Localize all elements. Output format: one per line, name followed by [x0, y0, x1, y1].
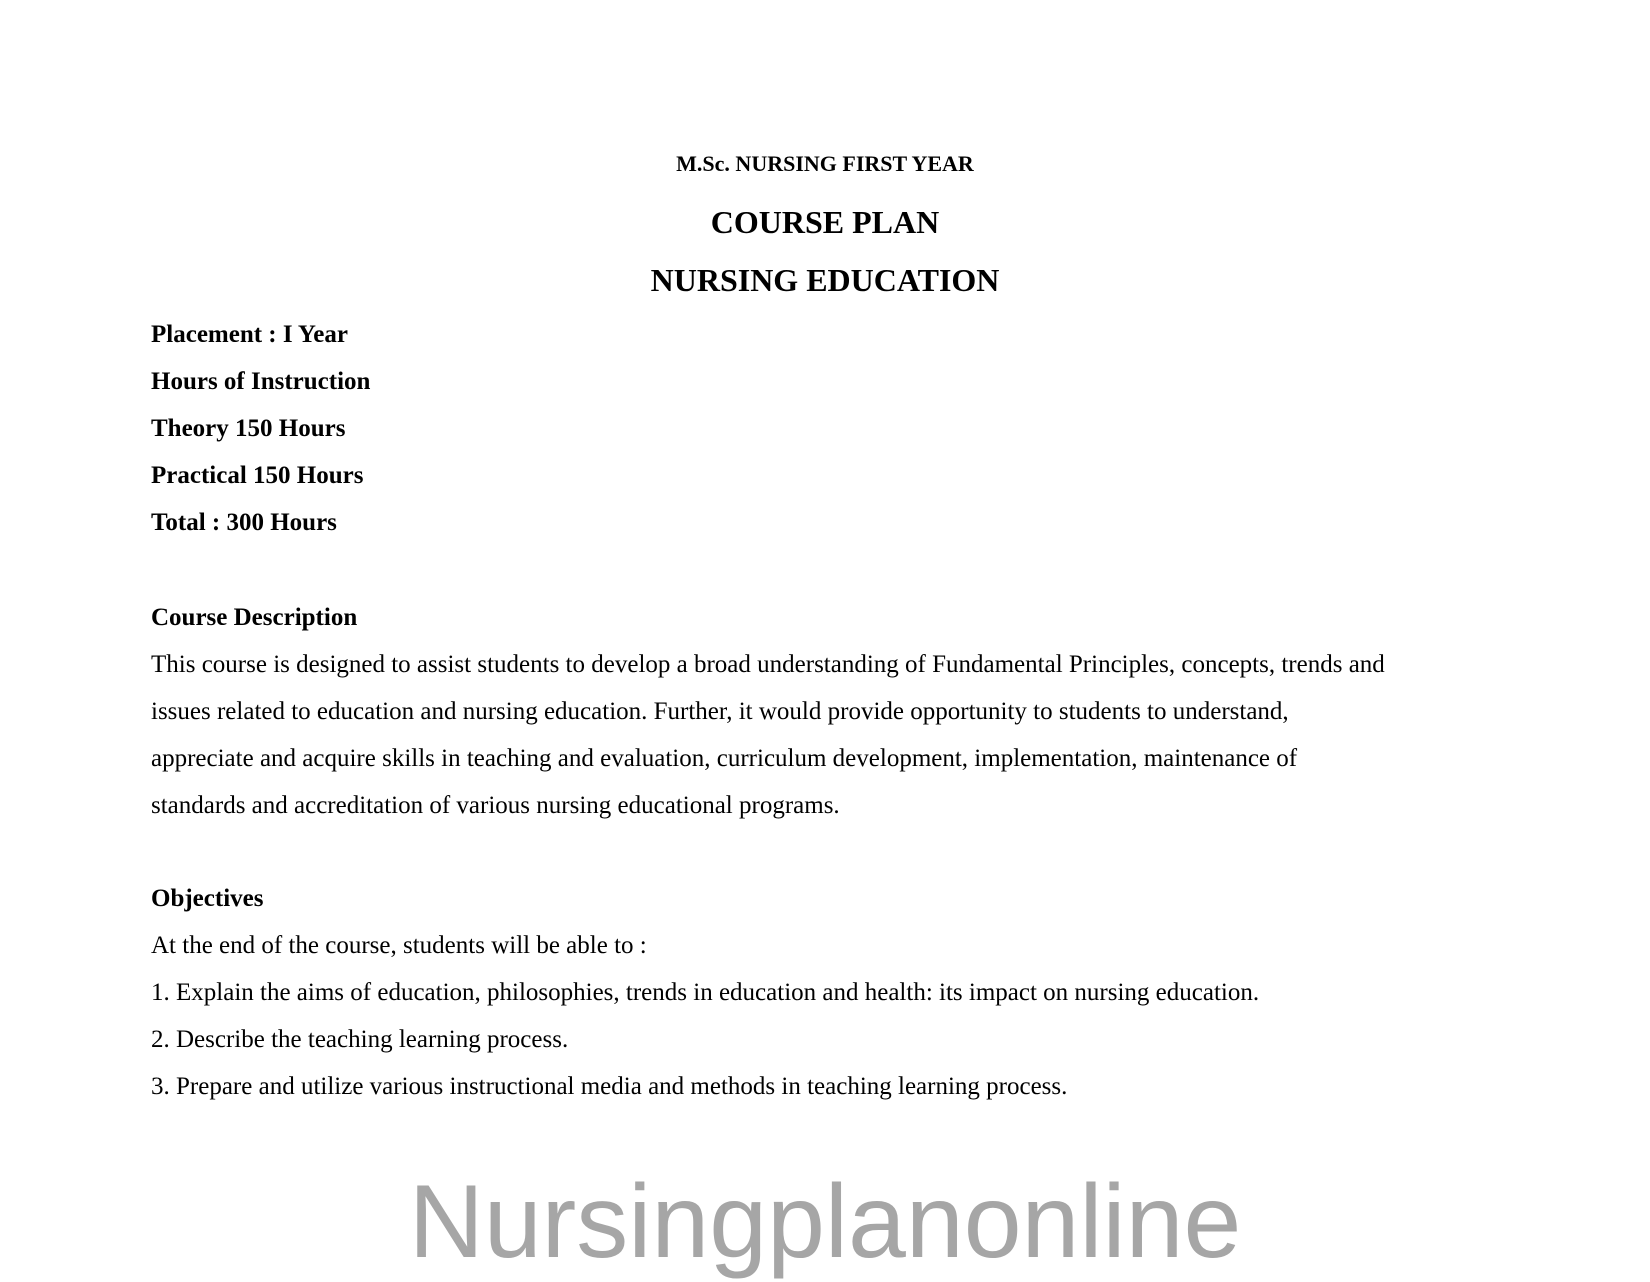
subject-title: NURSING EDUCATION	[650, 262, 1000, 298]
course-description-heading: Course Description	[151, 604, 358, 631]
description-line: appreciate and acquire skills in teaching and evaluation, curriculum development, implementation, maintenance of	[151, 745, 1298, 772]
description-line: issues related to education and nursing education. Further, it would provide opportunity to students to understand,	[151, 698, 1289, 725]
objective-item: 1. Explain the aims of education, philosophies, trends in education and health: its impact on nursing education.	[151, 979, 1260, 1006]
theory-hours: Theory 150 Hours	[151, 415, 346, 442]
objectives-intro: At the end of the course, students will be able to :	[151, 932, 647, 959]
document-title: COURSE PLAN	[710, 204, 940, 240]
hours-heading: Hours of Instruction	[151, 368, 371, 395]
program-heading: M.Sc. NURSING FIRST YEAR	[676, 151, 974, 176]
objectives-heading: Objectives	[151, 885, 264, 912]
description-line: standards and accreditation of various nursing educational programs.	[151, 792, 840, 819]
objective-item: 3. Prepare and utilize various instructional media and methods in teaching learning process.	[151, 1073, 1068, 1100]
placement-text: Placement : I Year	[151, 321, 348, 348]
objective-item: 2. Describe the teaching learning process.	[151, 1026, 569, 1053]
course-info	[151, 311, 1511, 546]
objectives-section	[151, 875, 1511, 1110]
course-description-section	[151, 594, 1511, 829]
description-line: This course is designed to assist students to develop a broad understanding of Fundamental Principles, concepts, trends and	[151, 651, 1385, 678]
watermark: Nursingplanonline	[408, 1164, 1242, 1280]
practical-hours: Practical 150 Hours	[151, 462, 364, 489]
total-hours: Total : 300 Hours	[151, 509, 337, 536]
